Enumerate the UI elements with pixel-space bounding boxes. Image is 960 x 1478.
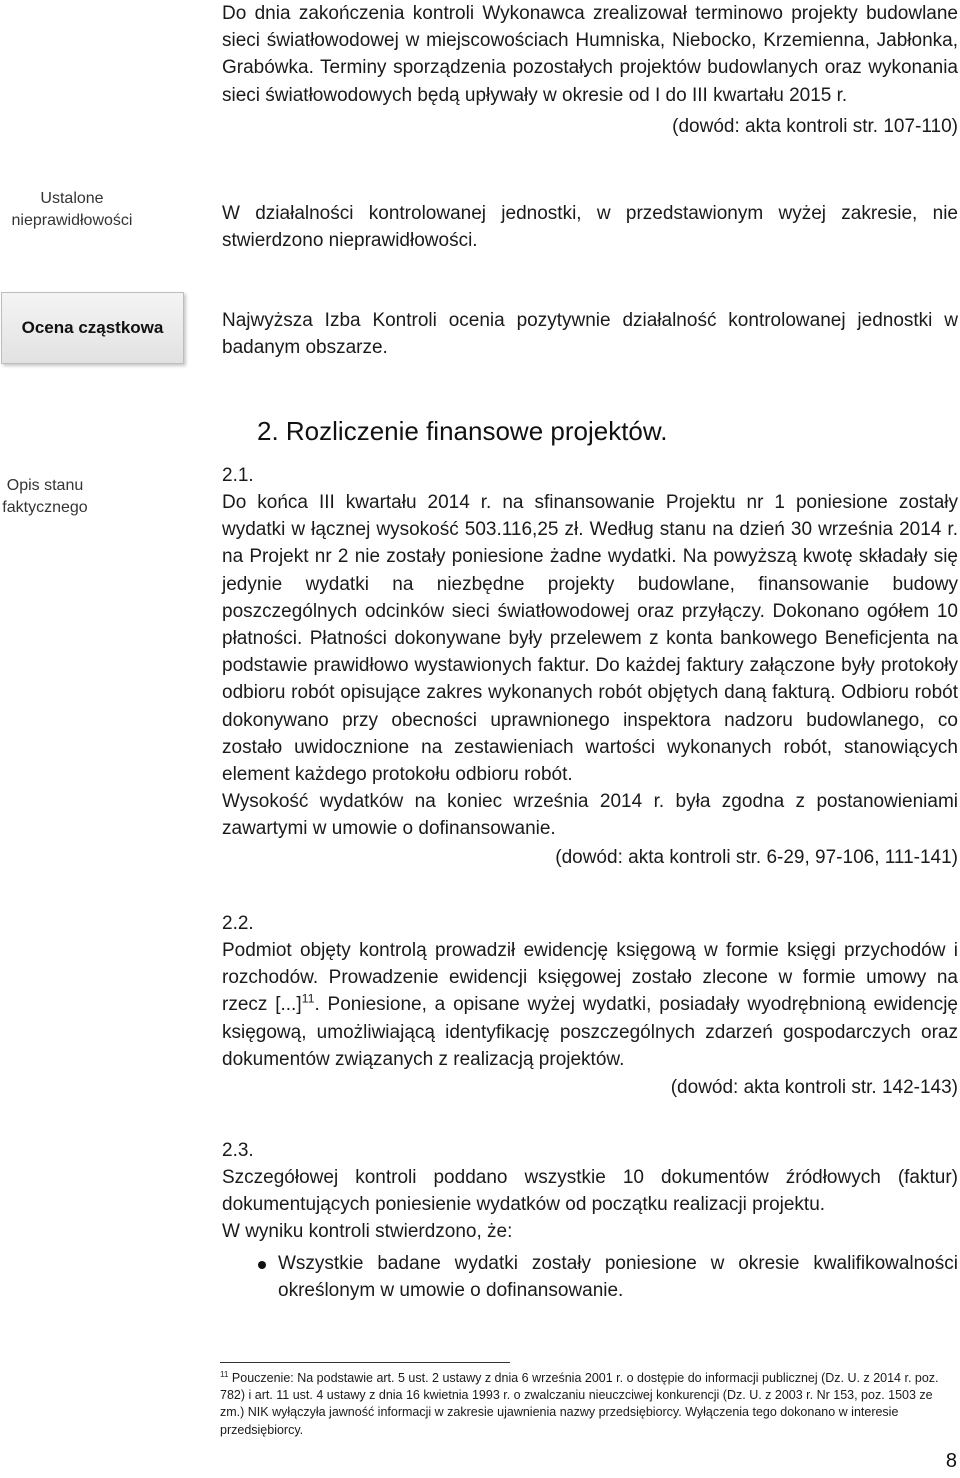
facts-side-label: Opis stanu faktycznego <box>2 477 88 516</box>
list-item <box>222 1250 958 1304</box>
footnote-separator <box>220 1362 510 1363</box>
section-2-3-paragraph: Szczegółowej kontroli poddano wszystkie 10 dokumentów źródłowych (faktur) dokumentujących poniesienie wydatków od początku realizacji projektu. <box>222 1167 958 1216</box>
bullet-icon <box>258 1261 266 1269</box>
footnote-text: Pouczenie: Na podstawie art. 5 ust. 2 ustawy z dnia 6 września 2001 r. o dostępie do informacji publicznej (Dz. U. z 2014 r. poz. 782) i art. 11 ust. 4 ustawy z dnia 16 kwietnia 1993 r. o zwalczaniu nieuczciwej konkurencji (Dz. U. z 2003 r. Nr 153, poz. 1503 ze zm.) NIK wyłączyła jawność informacji w zakresie ujawnienia nazwy przedsiębiorcy. Wyłączenia tego dokonano w interesie przedsiębiorcy. <box>220 1371 939 1437</box>
section-2-1-paragraph-2: Wysokość wydatków na koniec września 2014 r. była zgodna z postanowieniami zawartymi w umowie o dofinansowanie. <box>222 791 958 840</box>
footnote-number: 11 <box>220 1369 229 1379</box>
section-2-1-evidence: (dowód: akta kontroli str. 6-29, 97-106, 111-141) <box>555 846 958 868</box>
partial-assessment-block <box>222 307 958 361</box>
section-2-2-text-a: Podmiot objęty kontrolą prowadził ewidencję księgową w formie księgi przychodów i rozchodów. Prowadzenie ewidencji księgowej zostało zlecone w formie umowy na rzecz [...] <box>222 940 958 1016</box>
intro-block <box>222 0 958 140</box>
section-2-3-paragraph-2: W wyniku kontroli stwierdzono, że: <box>222 1221 513 1243</box>
irregularities-text: W działalności kontrolowanej jednostki, w przedstawionym wyżej zakresie, nie stwierdzono nieprawidłowości. <box>222 203 958 252</box>
section-2-2-number: 2.2. <box>222 913 254 934</box>
findings-list <box>222 1250 958 1304</box>
section-2-2-paragraph <box>222 937 958 1073</box>
section-2-1-number: 2.1. <box>222 465 254 486</box>
partial-assessment-label: Ocena cząstkowa <box>1 292 184 364</box>
partial-assessment-text: Najwyższa Izba Kontroli ocenia pozytywnie działalność kontrolowanej jednostki w badanym obszarze. <box>222 310 958 359</box>
section-2-2-text-b: . Poniesione, a opisane wyżej wydatki, posiadały wyodrębnioną ewidencję księgową, umożliwiającą identyfikację poszczególnych zdarzeń gospodarczych oraz dokumentów związanych z realizacją projektów. <box>222 994 958 1070</box>
page-number: 8 <box>945 1450 957 1472</box>
irregularities-side-label: Ustalone nieprawidłowości <box>11 190 133 229</box>
intro-paragraph: Do dnia zakończenia kontroli Wykonawca zrealizował terminowo projekty budowlane sieci światłowodowej w miejscowościach Humniska, Niebocko, Krzemienna, Jabłonka, Grabówka. Terminy sporządzenia pozostałych projektów budowlanych oraz wykonania sieci światłowodowych będą upływały w okresie od I do III kwartału 2015 r. <box>222 3 958 106</box>
section-2-2 <box>222 910 958 1101</box>
section-2-3-number: 2.3. <box>222 1140 254 1161</box>
section-2-3 <box>222 1137 958 1304</box>
section-title: 2. Rozliczenie finansowe projektów. <box>257 416 668 446</box>
irregularities-block <box>222 200 958 254</box>
intro-evidence: (dowód: akta kontroli str. 107-110) <box>672 115 958 137</box>
section-2-1-paragraph: Do końca III kwartału 2014 r. na sfinansowanie Projektu nr 1 poniesione zostały wydatki w łącznej wysokość 503.116,25 zł. Według stanu na dzień 30 września 2014 r. na Projekt nr 2 nie zostały poniesione żadne wydatki. Na powyższą kwotę składały się jedynie wydatki na niezbędne projekty budowlane, finansowanie budowy poszczególnych odcinków sieci światłowodowej oraz przyłączy. Dokonano ogółem 10 płatności. Płatności dokonywane były przelewem z konta bankowego Beneficjenta na podstawie prawidłowo wystawionych faktur. Do każdej faktury załączone były protokoły odbioru robót opisujące zakres wykonanych robót objętych daną fakturą. Odbioru robót dokonywano przy obecności uprawnionego inspektora nadzoru budowlanego, co zostało uwidocznione na zestawieniach wartości wykonanych robót, stanowiących element każdego protokołu odbioru robót. <box>222 492 958 786</box>
footnote <box>220 1370 958 1439</box>
footnote-reference: 11 <box>301 992 315 1007</box>
list-item-text: Wszystkie badane wydatki zostały poniesione w okresie kwalifikowalności określonym w umowie o dofinansowanie. <box>278 1252 958 1301</box>
section-2-1 <box>222 462 958 871</box>
section-2-2-evidence: (dowód: akta kontroli str. 142-143) <box>670 1077 958 1099</box>
